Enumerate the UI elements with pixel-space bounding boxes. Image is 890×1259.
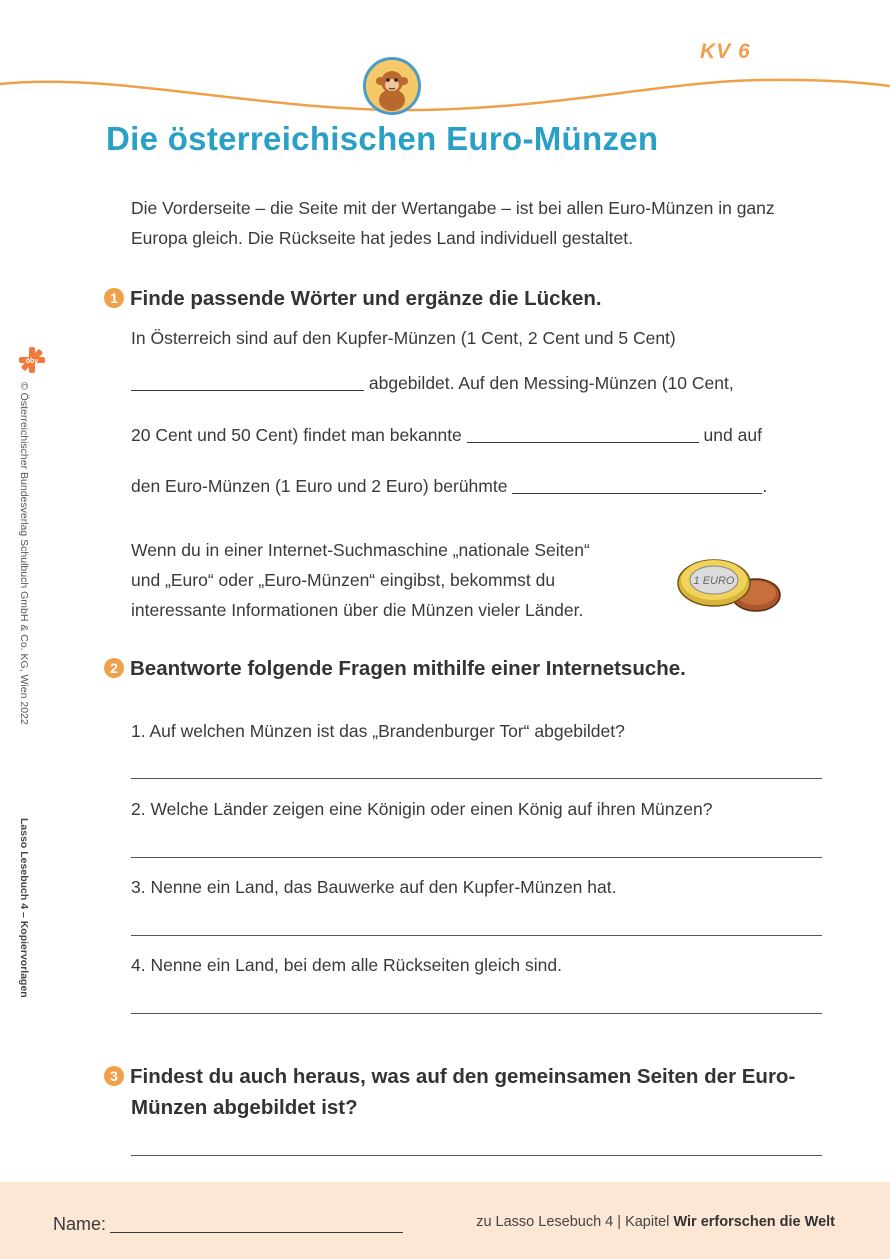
name-label: Name: xyxy=(53,1214,107,1234)
question-3: 3. Nenne ein Land, das Bauwerke auf den Kupfer-Münzen hat. xyxy=(131,877,617,897)
intro-text xyxy=(131,193,821,253)
page-title: Die österreichischen Euro-Münzen xyxy=(106,120,659,157)
task-heading-text: Münzen abgebildet ist? xyxy=(131,1096,358,1119)
kv-label: KV 6 xyxy=(700,40,751,63)
task-1-line-1: In Österreich sind auf den Kupfer-Münzen (1 Cent, 2 Cent und 5 Cent) xyxy=(131,328,676,348)
footer-chapter: Wir erforschen die Welt xyxy=(673,1214,835,1230)
task-heading-text: Beantworte folgende Fragen mithilfe einer Internetsuche. xyxy=(130,657,686,680)
task-heading-text: Finde passende Wörter und ergänze die Lücken. xyxy=(130,287,602,310)
copyright-text: © Österreichischer Bundesverlag Schulbuch GmbH & Co. KG, Wien 2022 xyxy=(18,382,30,725)
answer-line[interactable] xyxy=(131,778,822,779)
task-number-badge: 2 xyxy=(104,658,124,678)
question-1: 1. Auf welchen Münzen ist das „Brandenburger Tor“ abgebildet? xyxy=(131,721,625,741)
task-1-text: abgebildet. Auf den Messing-Münzen (10 Cent, xyxy=(368,373,734,393)
task-number-badge: 1 xyxy=(104,288,124,308)
task-3-heading xyxy=(104,1061,824,1123)
task-number-badge: 3 xyxy=(104,1066,124,1086)
task-2-heading xyxy=(104,653,686,684)
intro-line: Europa gleich. Die Rückseite hat jedes Land individuell gestaltet. xyxy=(131,228,633,248)
task-1-text: und auf xyxy=(703,425,762,445)
answer-line[interactable] xyxy=(131,857,822,858)
fill-in-blank[interactable] xyxy=(131,372,364,391)
task-1-line-2 xyxy=(131,368,734,398)
monkey-mascot-icon xyxy=(363,57,421,115)
fill-in-blank[interactable] xyxy=(512,475,762,494)
task-1-line-3 xyxy=(131,420,762,450)
task-1-text: 20 Cent und 50 Cent) findet man bekannte xyxy=(131,425,462,445)
hint-line: Wenn du in einer Internet-Suchmaschine „nationale Seiten“ xyxy=(131,540,590,560)
hint-line: interessante Informationen über die Münzen vieler Länder. xyxy=(131,600,584,620)
book-label: Lasso Lesebuch 4 – Kopiervorlagen xyxy=(18,818,30,998)
intro-line: Die Vorderseite – die Seite mit der Wertangabe – ist bei allen Euro-Münzen in ganz xyxy=(131,198,775,218)
task-1-heading xyxy=(104,283,602,314)
task-1-text: den Euro-Münzen (1 Euro und 2 Euro) berühmte xyxy=(131,476,508,496)
task-heading-text: Findest du auch heraus, was auf den gemeinsamen Seiten der Euro- xyxy=(130,1065,796,1088)
name-input-line[interactable] xyxy=(110,1232,403,1233)
hint-line: und „Euro“ oder „Euro-Münzen“ eingibst, bekommst du xyxy=(131,570,556,590)
task-1-line-4 xyxy=(131,471,767,501)
hint-text xyxy=(131,535,671,625)
publisher-logo-icon xyxy=(18,346,46,374)
answer-line[interactable] xyxy=(131,935,822,936)
footer-source xyxy=(476,1214,835,1230)
answer-line[interactable] xyxy=(131,1013,822,1014)
header-wave-line xyxy=(0,62,890,122)
coin-label: 1 EURO xyxy=(693,575,735,587)
question-4: 4. Nenne ein Land, bei dem alle Rückseiten gleich sind. xyxy=(131,955,562,975)
fill-in-blank[interactable] xyxy=(467,424,699,443)
answer-line[interactable] xyxy=(131,1155,822,1156)
task-1-text: . xyxy=(762,476,768,496)
question-2: 2. Welche Länder zeigen eine Königin oder einen König auf ihren Münzen? xyxy=(131,799,713,819)
euro-coin-icon xyxy=(676,553,786,615)
footer-source-prefix: zu Lasso Lesebuch 4 | Kapitel xyxy=(476,1214,670,1230)
logo-text: öbv xyxy=(25,358,39,365)
